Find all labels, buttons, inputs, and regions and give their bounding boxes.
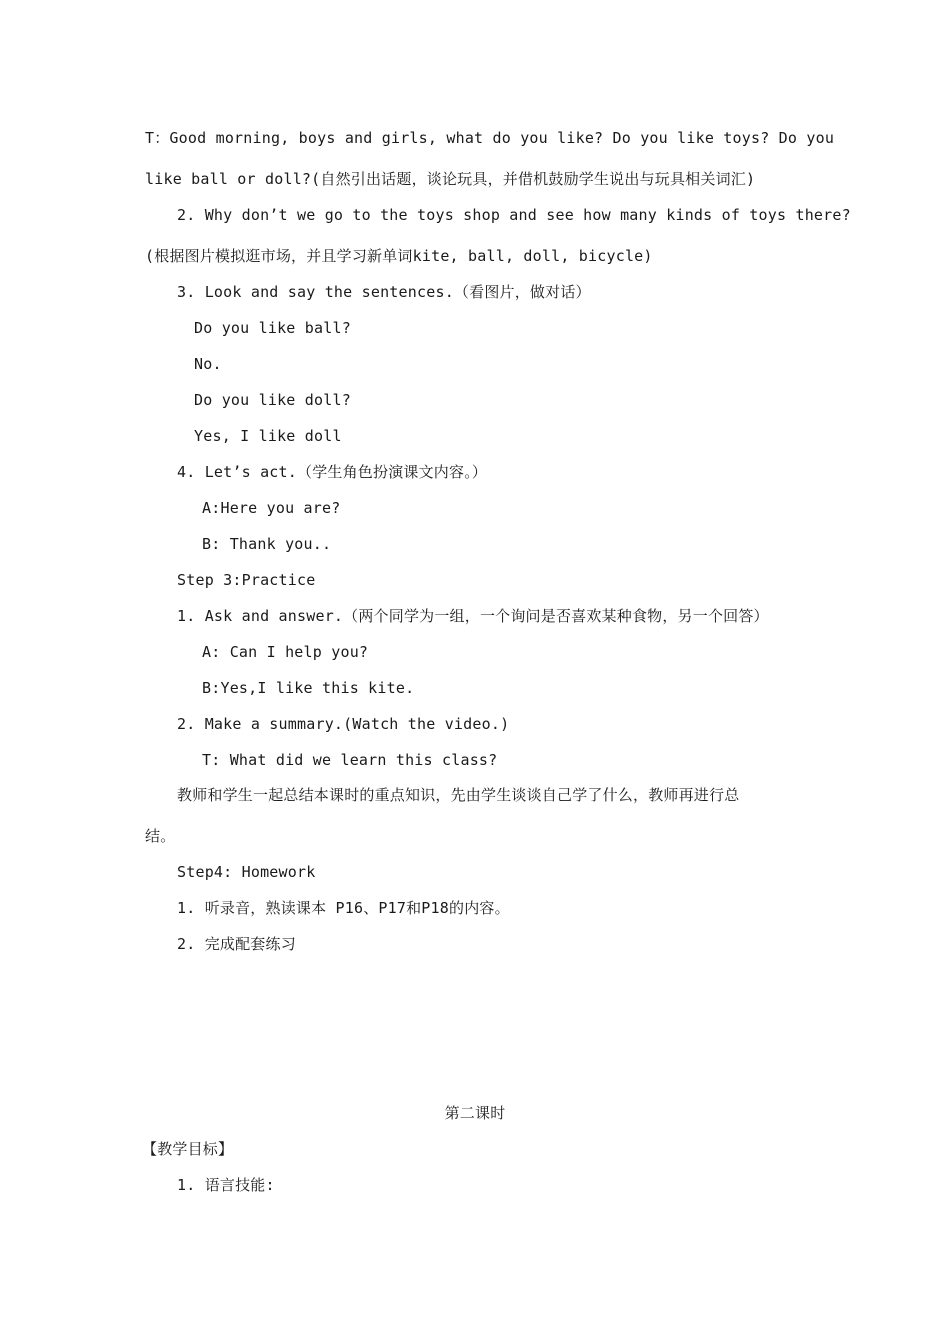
text-line: T：Good morning, boys and girls, what do you like? Do you like toys? Do you: [145, 129, 835, 147]
text-line: 3. Look and say the sentences.（看图片，做对话）: [177, 283, 591, 301]
text-line: No.: [194, 355, 222, 373]
text-line: 2. Make a summary.(Watch the video.): [177, 715, 510, 733]
section-title: 第二课时: [444, 1104, 506, 1122]
text-line: 1. 听录音，熟读课本 P16、P17和P18的内容。: [177, 899, 510, 917]
text-line: 4. Let’s act.（学生角色扮演课文内容。）: [177, 463, 488, 481]
text-line: Do you like ball?: [194, 319, 351, 337]
text-line: 2. 完成配套练习: [177, 935, 296, 953]
section-item: 1. 语言技能:: [177, 1176, 275, 1194]
text-line: Step 3:Practice: [177, 571, 316, 589]
section-heading: 【教学目标】: [142, 1140, 234, 1158]
text-line: T: What did we learn this class?: [202, 751, 498, 769]
text-line: B: Thank you..: [202, 535, 332, 553]
text-line: B:Yes,I like this kite.: [202, 679, 415, 697]
text-line: 2. Why don’t we go to the toys shop and see how many kinds of toys there?: [177, 206, 851, 224]
text-line: Yes, I like doll: [194, 427, 342, 445]
text-line: like ball or doll?(自然引出话题，谈论玩具，并借机鼓励学生说出与玩具相关词汇): [145, 170, 756, 188]
text-line: (根据图片模拟逛市场，并且学习新单词kite, ball, doll, bicycle): [145, 247, 653, 265]
text-line: Do you like doll?: [194, 391, 351, 409]
text-line: 结。: [145, 827, 176, 845]
text-line: 教师和学生一起总结本课时的重点知识，先由学生谈谈自己学了什么，教师再进行总: [177, 786, 740, 804]
text-line: Step4: Homework: [177, 863, 316, 881]
text-line: A:Here you are?: [202, 499, 341, 517]
text-line: 1. Ask and answer.（两个同学为一组，一个询问是否喜欢某种食物，另一个回答）: [177, 607, 769, 625]
text-line: A: Can I help you?: [202, 643, 369, 661]
